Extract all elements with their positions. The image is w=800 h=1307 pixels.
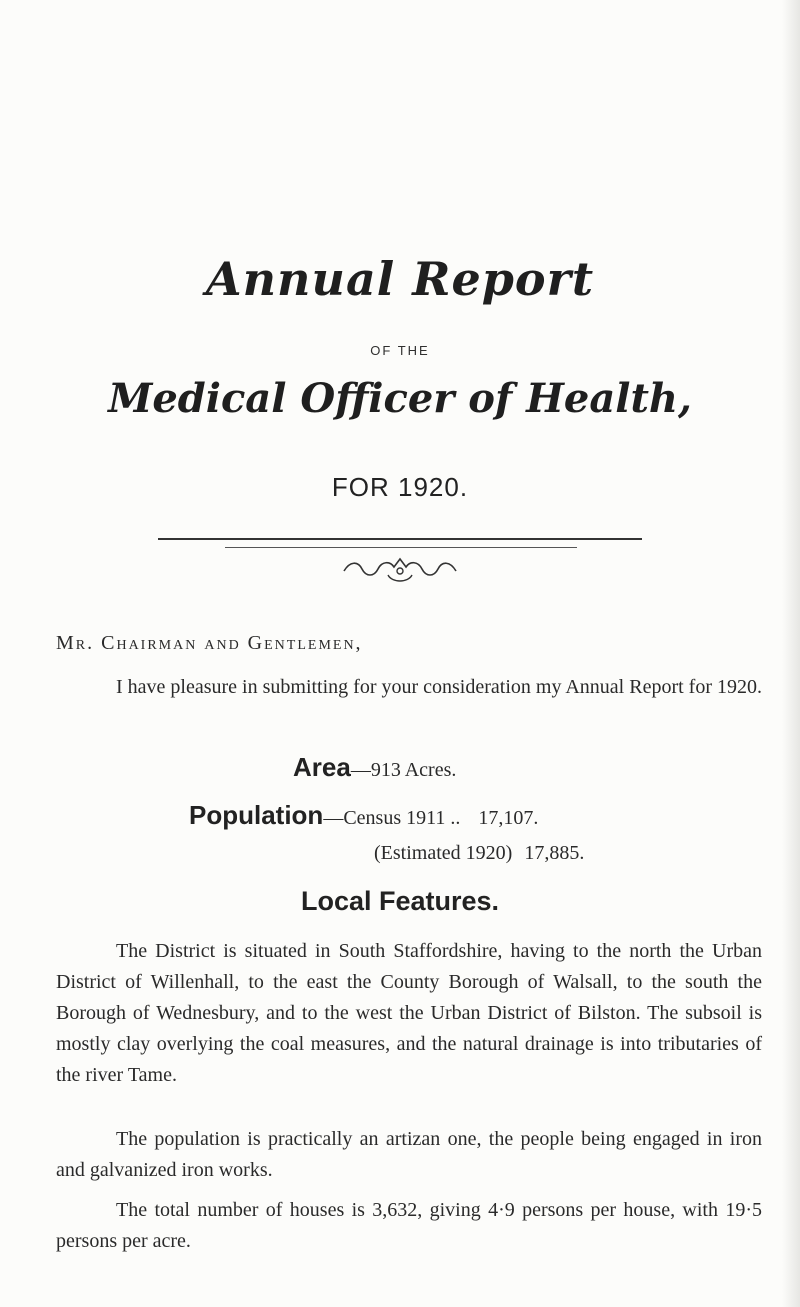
page-edge-shadow xyxy=(782,0,800,1307)
area-value: —913 Acres. xyxy=(350,759,457,781)
population-estimated-value: 17,885. xyxy=(524,842,585,864)
local-features-heading: Local Features. xyxy=(300,886,500,916)
salutation: Mr. Chairman and Gentlemen, xyxy=(56,632,363,654)
population-census-value: 17,107. xyxy=(478,807,539,829)
report-title: Annual Report xyxy=(205,252,595,306)
population-label: Population xyxy=(189,800,324,830)
report-subtitle: Medical Officer of Health, xyxy=(108,375,692,422)
intro-paragraph: I have pleasure in submitting for your consideration my Annual Report for 1920. xyxy=(116,676,762,698)
population-estimated-row xyxy=(374,842,584,865)
report-year: FOR 1920. xyxy=(331,472,469,502)
population-census-row xyxy=(189,800,538,831)
of-the-label: OF THE xyxy=(370,343,430,358)
population-paragraph: The population is practically an artizan one, the people being engaged in iron and galvanized iron works. xyxy=(56,1128,762,1181)
divider-rule-thin xyxy=(225,547,577,548)
local-features-paragraph: The District is situated in South Staffordshire, having to the north the Urban District of Willenhall, to the east the County Borough of Walsall, to the south the Borough of Wednesbury, and to the west the Urban District of Bilston. The subsoil is mostly clay overlying the coal measures, and the natural drainage is into tributaries of the river Tame. xyxy=(56,940,762,1086)
area-label: Area xyxy=(293,752,351,782)
houses-paragraph: The total number of houses is 3,632, giving 4·9 persons per house, with 19·5 persons per acre. xyxy=(56,1199,762,1252)
population-estimated-label: (Estimated 1920) xyxy=(374,842,513,864)
ornament-flourish-icon xyxy=(340,553,460,589)
population-census-label: —Census 1911 .. xyxy=(323,807,461,829)
divider-rule-thick xyxy=(158,538,642,540)
area-line xyxy=(293,752,456,783)
